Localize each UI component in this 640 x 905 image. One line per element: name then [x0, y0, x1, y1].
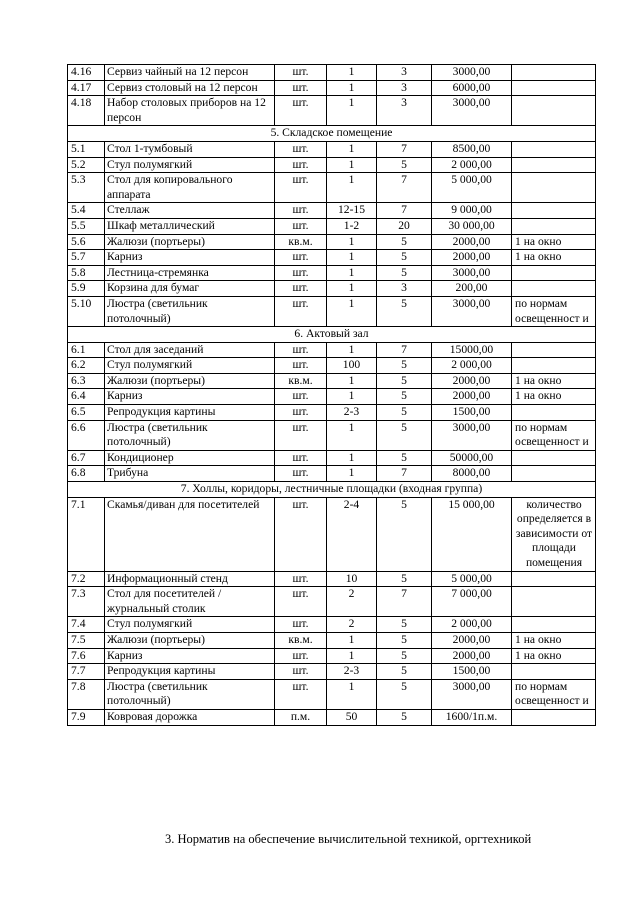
item-number: 6.1: [68, 342, 105, 358]
item-service-life: 5: [377, 296, 432, 326]
item-number: 5.4: [68, 203, 105, 219]
item-price: 1500,00: [432, 664, 512, 680]
table-row: [68, 65, 596, 81]
item-unit: шт.: [275, 466, 327, 482]
table-row: [68, 296, 596, 326]
item-service-life: 5: [377, 373, 432, 389]
item-unit: шт.: [275, 141, 327, 157]
table-row: [68, 709, 596, 725]
item-unit: шт.: [275, 420, 327, 450]
item-price: 2000,00: [432, 648, 512, 664]
item-note: [512, 281, 596, 297]
item-service-life: 3: [377, 65, 432, 81]
item-price: 2000,00: [432, 250, 512, 266]
section-heading-computing: 3. Норматив на обеспечение вычислительной техникой, оргтехникой: [165, 832, 532, 846]
item-number: 6.6: [68, 420, 105, 450]
item-name: Люстра (светильник потолочный): [105, 296, 275, 326]
item-number: 7.6: [68, 648, 105, 664]
item-name: Стул полумягкий: [105, 157, 275, 173]
item-number: 5.8: [68, 265, 105, 281]
table-row: [68, 203, 596, 219]
item-name: Лестница-стремянка: [105, 265, 275, 281]
item-price: 2 000,00: [432, 358, 512, 374]
item-service-life: 5: [377, 405, 432, 421]
item-name: Информационный стенд: [105, 571, 275, 587]
item-service-life: 5: [377, 265, 432, 281]
item-quantity: 10: [327, 571, 377, 587]
table-row: [68, 281, 596, 297]
item-name: Набор столовых приборов на 12 персон: [105, 96, 275, 126]
item-service-life: 5: [377, 648, 432, 664]
item-quantity: 1: [327, 80, 377, 96]
item-price: 3000,00: [432, 420, 512, 450]
item-service-life: 5: [377, 664, 432, 680]
item-note: [512, 466, 596, 482]
item-quantity: 1: [327, 173, 377, 203]
item-service-life: 3: [377, 96, 432, 126]
item-name: Сервиз столовый на 12 персон: [105, 80, 275, 96]
item-number: 5.2: [68, 157, 105, 173]
item-price: 3000,00: [432, 65, 512, 81]
item-price: 8000,00: [432, 466, 512, 482]
item-name: Карниз: [105, 250, 275, 266]
item-service-life: 5: [377, 450, 432, 466]
item-number: 6.5: [68, 405, 105, 421]
item-unit: шт.: [275, 497, 327, 571]
item-service-life: 5: [377, 389, 432, 405]
item-number: 7.4: [68, 617, 105, 633]
equipment-norms-table-container: [67, 64, 595, 726]
item-price: 7 000,00: [432, 587, 512, 617]
item-quantity: 2-3: [327, 405, 377, 421]
item-unit: шт.: [275, 218, 327, 234]
item-name: Скамья/диван для посетителей: [105, 497, 275, 571]
table-row: [68, 358, 596, 374]
section-title: 7. Холлы, коридоры, лестничные площадки (входная группа): [68, 482, 596, 498]
table-row: [68, 157, 596, 173]
item-service-life: 7: [377, 173, 432, 203]
item-price: 3000,00: [432, 296, 512, 326]
item-quantity: 1: [327, 65, 377, 81]
item-name: Люстра (светильник потолочный): [105, 420, 275, 450]
item-service-life: 5: [377, 497, 432, 571]
table-row: [68, 342, 596, 358]
item-unit: шт.: [275, 389, 327, 405]
item-quantity: 2: [327, 587, 377, 617]
item-unit: шт.: [275, 203, 327, 219]
item-unit: кв.м.: [275, 234, 327, 250]
item-price: 2 000,00: [432, 157, 512, 173]
table-row: [68, 405, 596, 421]
item-number: 5.6: [68, 234, 105, 250]
item-quantity: 1: [327, 96, 377, 126]
item-service-life: 7: [377, 342, 432, 358]
item-unit: шт.: [275, 250, 327, 266]
item-number: 7.7: [68, 664, 105, 680]
item-number: 7.5: [68, 632, 105, 648]
item-quantity: 1-2: [327, 218, 377, 234]
table-row: [68, 250, 596, 266]
section-header: [68, 126, 596, 142]
item-note: [512, 141, 596, 157]
item-unit: шт.: [275, 96, 327, 126]
item-price: 2000,00: [432, 632, 512, 648]
item-unit: п.м.: [275, 709, 327, 725]
item-note: по нормам освещенност и: [512, 679, 596, 709]
item-price: 30 000,00: [432, 218, 512, 234]
item-unit: шт.: [275, 358, 327, 374]
item-note: [512, 664, 596, 680]
item-unit: шт.: [275, 617, 327, 633]
table-row: [68, 265, 596, 281]
item-name: Карниз: [105, 648, 275, 664]
item-note: [512, 80, 596, 96]
item-service-life: 5: [377, 358, 432, 374]
item-service-life: 5: [377, 234, 432, 250]
item-price: 15 000,00: [432, 497, 512, 571]
item-name: Жалюзи (портьеры): [105, 234, 275, 250]
item-number: 5.7: [68, 250, 105, 266]
item-name: Корзина для бумаг: [105, 281, 275, 297]
item-unit: кв.м.: [275, 373, 327, 389]
table-row: [68, 80, 596, 96]
item-service-life: 5: [377, 617, 432, 633]
item-quantity: 1: [327, 373, 377, 389]
item-note: 1 на окно: [512, 250, 596, 266]
item-price: 2000,00: [432, 234, 512, 250]
item-unit: шт.: [275, 450, 327, 466]
item-note: 1 на окно: [512, 648, 596, 664]
item-service-life: 5: [377, 420, 432, 450]
item-quantity: 1: [327, 679, 377, 709]
table-row: [68, 617, 596, 633]
item-quantity: 1: [327, 157, 377, 173]
item-name: Стеллаж: [105, 203, 275, 219]
item-price: 5 000,00: [432, 173, 512, 203]
item-note: [512, 617, 596, 633]
item-number: 7.3: [68, 587, 105, 617]
item-name: Сервиз чайный на 12 персон: [105, 65, 275, 81]
table-row: [68, 587, 596, 617]
item-note: 1 на окно: [512, 234, 596, 250]
table-row: [68, 450, 596, 466]
item-name: Жалюзи (портьеры): [105, 632, 275, 648]
item-note: [512, 709, 596, 725]
item-price: 1500,00: [432, 405, 512, 421]
item-quantity: 2: [327, 617, 377, 633]
item-price: 3000,00: [432, 265, 512, 281]
item-service-life: 5: [377, 709, 432, 725]
item-price: 5 000,00: [432, 571, 512, 587]
item-service-life: 5: [377, 632, 432, 648]
item-quantity: 1: [327, 342, 377, 358]
item-number: 5.5: [68, 218, 105, 234]
table-row: [68, 632, 596, 648]
item-unit: шт.: [275, 173, 327, 203]
item-unit: шт.: [275, 342, 327, 358]
table-row: [68, 141, 596, 157]
item-name: Ковровая дорожка: [105, 709, 275, 725]
item-service-life: 5: [377, 250, 432, 266]
item-note: [512, 157, 596, 173]
item-unit: шт.: [275, 265, 327, 281]
equipment-norms-table: [67, 64, 596, 726]
item-number: 6.8: [68, 466, 105, 482]
item-note: [512, 450, 596, 466]
item-quantity: 50: [327, 709, 377, 725]
item-price: 50000,00: [432, 450, 512, 466]
item-quantity: 1: [327, 420, 377, 450]
item-number: 6.7: [68, 450, 105, 466]
item-number: 7.9: [68, 709, 105, 725]
item-price: 200,00: [432, 281, 512, 297]
item-note: [512, 405, 596, 421]
item-price: 2000,00: [432, 373, 512, 389]
item-number: 7.8: [68, 679, 105, 709]
item-unit: шт.: [275, 157, 327, 173]
item-number: 6.3: [68, 373, 105, 389]
item-service-life: 5: [377, 157, 432, 173]
item-number: 4.16: [68, 65, 105, 81]
item-price: 6000,00: [432, 80, 512, 96]
item-note: по нормам освещенност и: [512, 296, 596, 326]
item-name: Репродукция картины: [105, 405, 275, 421]
item-name: Люстра (светильник потолочный): [105, 679, 275, 709]
item-name: Стол для посетителей /журнальный столик: [105, 587, 275, 617]
item-note: [512, 587, 596, 617]
item-service-life: 7: [377, 203, 432, 219]
item-number: 6.2: [68, 358, 105, 374]
item-note: [512, 203, 596, 219]
item-note: 1 на окно: [512, 373, 596, 389]
item-name: Стул полумягкий: [105, 617, 275, 633]
item-quantity: 1: [327, 265, 377, 281]
item-service-life: 3: [377, 80, 432, 96]
item-unit: шт.: [275, 648, 327, 664]
item-quantity: 2-4: [327, 497, 377, 571]
item-service-life: 20: [377, 218, 432, 234]
item-number: 4.17: [68, 80, 105, 96]
item-name: Карниз: [105, 389, 275, 405]
item-unit: шт.: [275, 65, 327, 81]
item-price: 8500,00: [432, 141, 512, 157]
item-number: 5.9: [68, 281, 105, 297]
item-note: [512, 342, 596, 358]
item-unit: шт.: [275, 296, 327, 326]
section-header: [68, 482, 596, 498]
item-note: по нормам освещенност и: [512, 420, 596, 450]
item-quantity: 1: [327, 632, 377, 648]
table-row: [68, 234, 596, 250]
item-note: [512, 218, 596, 234]
item-quantity: 100: [327, 358, 377, 374]
item-price: 2 000,00: [432, 617, 512, 633]
item-note: [512, 96, 596, 126]
item-price: 1600/1п.м.: [432, 709, 512, 725]
table-row: [68, 648, 596, 664]
table-row: [68, 571, 596, 587]
item-unit: шт.: [275, 587, 327, 617]
table-row: [68, 420, 596, 450]
item-quantity: 1: [327, 234, 377, 250]
section-title: 5. Складское помещение: [68, 126, 596, 142]
item-number: 7.2: [68, 571, 105, 587]
item-number: 5.3: [68, 173, 105, 203]
table-row: [68, 664, 596, 680]
item-price: 3000,00: [432, 96, 512, 126]
item-name: Шкаф металлический: [105, 218, 275, 234]
item-service-life: 7: [377, 141, 432, 157]
item-service-life: 5: [377, 679, 432, 709]
item-quantity: 1: [327, 250, 377, 266]
item-price: 2000,00: [432, 389, 512, 405]
item-number: 7.1: [68, 497, 105, 571]
item-quantity: 12-15: [327, 203, 377, 219]
item-unit: шт.: [275, 405, 327, 421]
item-number: 6.4: [68, 389, 105, 405]
item-quantity: 2-3: [327, 664, 377, 680]
item-number: 5.1: [68, 141, 105, 157]
item-quantity: 1: [327, 281, 377, 297]
item-number: 4.18: [68, 96, 105, 126]
table-row: [68, 96, 596, 126]
item-unit: шт.: [275, 80, 327, 96]
item-name: Жалюзи (портьеры): [105, 373, 275, 389]
item-note: 1 на окно: [512, 632, 596, 648]
item-name: Стол для копировального аппарата: [105, 173, 275, 203]
item-note: [512, 65, 596, 81]
table-row: [68, 389, 596, 405]
item-price: 9 000,00: [432, 203, 512, 219]
item-service-life: 7: [377, 587, 432, 617]
item-name: Стул полумягкий: [105, 358, 275, 374]
item-service-life: 7: [377, 466, 432, 482]
table-body: [68, 65, 596, 726]
item-unit: кв.м.: [275, 632, 327, 648]
item-note: [512, 265, 596, 281]
item-service-life: 3: [377, 281, 432, 297]
item-name: Стол 1-тумбовый: [105, 141, 275, 157]
table-row: [68, 679, 596, 709]
table-row: [68, 373, 596, 389]
item-quantity: 1: [327, 389, 377, 405]
item-note: 1 на окно: [512, 389, 596, 405]
item-note: [512, 358, 596, 374]
section-header: [68, 327, 596, 343]
item-name: Кондиционер: [105, 450, 275, 466]
table-row: [68, 497, 596, 571]
table-row: [68, 218, 596, 234]
item-quantity: 1: [327, 450, 377, 466]
item-unit: шт.: [275, 679, 327, 709]
item-service-life: 5: [377, 571, 432, 587]
item-quantity: 1: [327, 648, 377, 664]
table-row: [68, 173, 596, 203]
item-price: 3000,00: [432, 679, 512, 709]
item-unit: шт.: [275, 571, 327, 587]
item-unit: шт.: [275, 281, 327, 297]
item-name: Трибуна: [105, 466, 275, 482]
item-name: Стол для заседаний: [105, 342, 275, 358]
item-note: [512, 173, 596, 203]
item-quantity: 1: [327, 466, 377, 482]
item-quantity: 1: [327, 141, 377, 157]
item-quantity: 1: [327, 296, 377, 326]
item-number: 5.10: [68, 296, 105, 326]
item-unit: шт.: [275, 664, 327, 680]
section-title: 6. Актовый зал: [68, 327, 596, 343]
item-note: количество определяется в зависимости от площади помещения: [512, 497, 596, 571]
item-note: [512, 571, 596, 587]
table-row: [68, 466, 596, 482]
item-name: Репродукция картины: [105, 664, 275, 680]
item-price: 15000,00: [432, 342, 512, 358]
